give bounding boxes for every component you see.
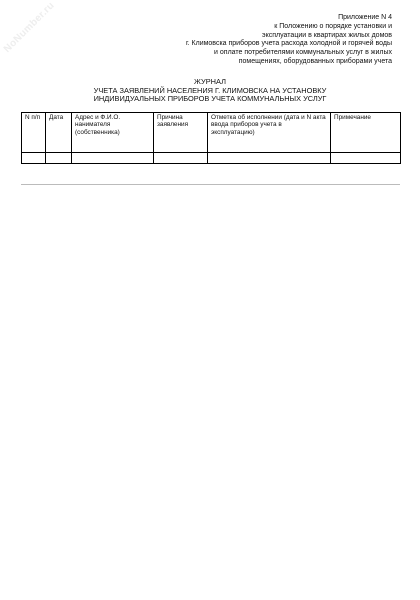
title-line: ИНДИВИДУАЛЬНЫХ ПРИБОРОВ УЧЕТА КОММУНАЛЬНЫХ УСЛУГ	[93, 94, 327, 104]
appendix-line: г. Климовска приборов учета расхода холодной и горячей воды	[185, 40, 392, 48]
column-header-remark: Примечание	[331, 113, 401, 153]
page-divider	[21, 184, 400, 185]
appendix-line: эксплуатации в квартирах жилых домов	[262, 31, 392, 39]
column-header-execution-note: Отметка об исполнении (дата и N акта ввода приборов учета в эксплуатацию)	[208, 113, 331, 153]
table-cell	[154, 153, 208, 164]
table-cell	[331, 153, 401, 164]
appendix-line: и оплате потребителями коммунальных услуг в жилых	[214, 49, 392, 57]
column-header-number: N п/п	[22, 113, 46, 153]
column-header-address-name: Адрес и Ф.И.О. нанимателя (собственника)	[72, 113, 154, 153]
journal-title	[30, 78, 390, 104]
appendix-line: помещениях, оборудованных приборами учета	[238, 57, 392, 65]
table-header-row	[22, 113, 401, 153]
appendix-line: Приложение N 4	[338, 14, 392, 21]
appendix-line: к Положению о порядке установки и	[274, 22, 392, 30]
table-row	[22, 153, 401, 164]
title-line: ЖУРНАЛ	[194, 77, 226, 86]
column-header-date: Дата	[46, 113, 72, 153]
table-cell	[208, 153, 331, 164]
title-line: УЧЕТА ЗАЯВЛЕНИЙ НАСЕЛЕНИЯ Г. КЛИМОВСКА НА УСТАНОВКУ	[93, 85, 327, 95]
journal-table	[21, 112, 401, 164]
appendix-reference	[92, 14, 392, 67]
table-cell	[72, 153, 154, 164]
column-header-reason: Причина заявления	[154, 113, 208, 153]
watermark: NoNumber.ru	[1, 0, 57, 55]
table-cell	[46, 153, 72, 164]
table-cell	[22, 153, 46, 164]
